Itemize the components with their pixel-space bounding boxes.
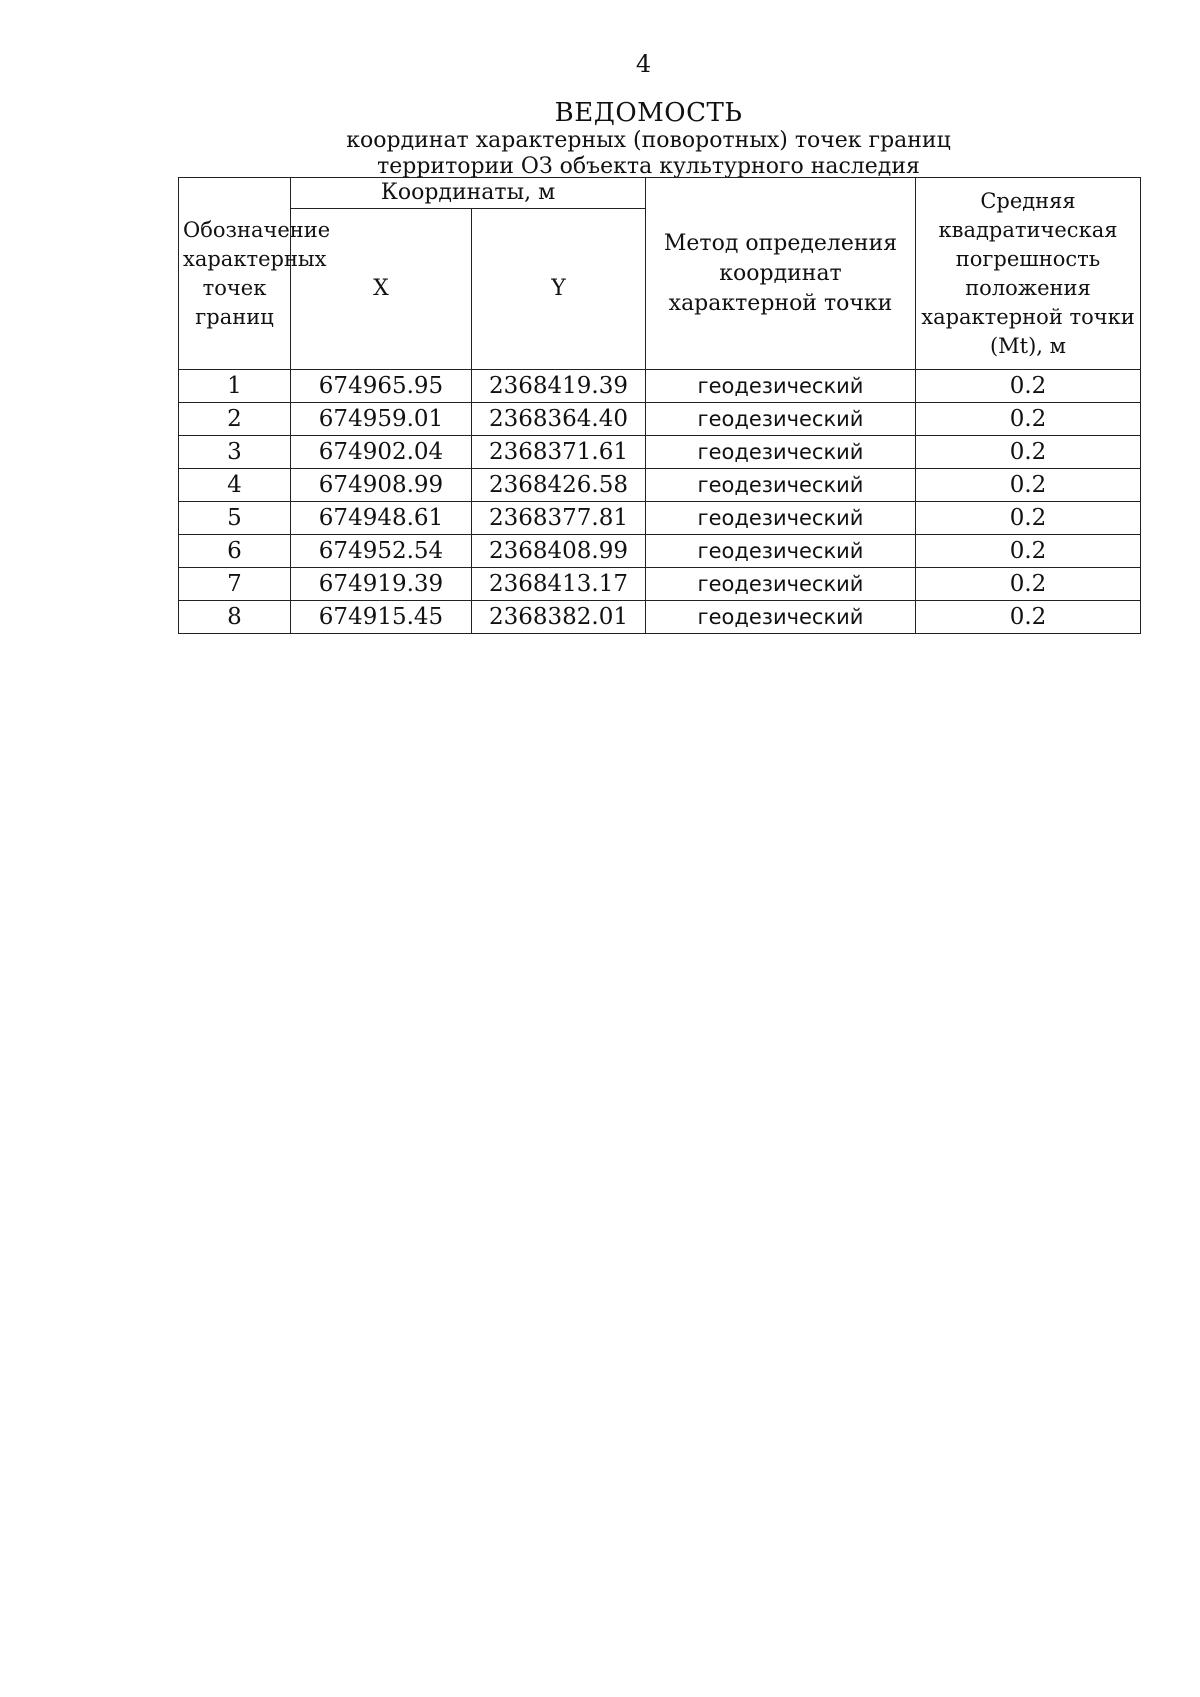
coordinates-table — [178, 177, 1141, 634]
cell-point: 8 — [179, 601, 291, 634]
title-block — [0, 98, 1200, 180]
cell-method: геодезический — [646, 535, 916, 568]
cell-error: 0.2 — [916, 568, 1141, 601]
cell-y: 2368419.39 — [472, 370, 646, 403]
cell-point: 1 — [179, 370, 291, 403]
table-row — [179, 568, 1141, 601]
cell-error: 0.2 — [916, 436, 1141, 469]
cell-y: 2368377.81 — [472, 502, 646, 535]
cell-method: геодезический — [646, 469, 916, 502]
cell-x: 674919.39 — [291, 568, 472, 601]
cell-point: 5 — [179, 502, 291, 535]
cell-error: 0.2 — [916, 469, 1141, 502]
cell-point: 2 — [179, 403, 291, 436]
cell-x: 674908.99 — [291, 469, 472, 502]
cell-x: 674902.04 — [291, 436, 472, 469]
cell-error: 0.2 — [916, 601, 1141, 634]
cell-x: 674959.01 — [291, 403, 472, 436]
cell-y: 2368382.01 — [472, 601, 646, 634]
cell-y: 2368413.17 — [472, 568, 646, 601]
document-subtitle-line2: территории ОЗ объекта культурного наследия — [377, 154, 920, 179]
cell-x: 674948.61 — [291, 502, 472, 535]
table-row — [179, 436, 1141, 469]
cell-point: 6 — [179, 535, 291, 568]
cell-x: 674915.45 — [291, 601, 472, 634]
table-row — [179, 403, 1141, 436]
cell-x: 674952.54 — [291, 535, 472, 568]
header-y: Y — [472, 209, 646, 370]
cell-method: геодезический — [646, 370, 916, 403]
cell-y: 2368408.99 — [472, 535, 646, 568]
table-row — [179, 370, 1141, 403]
cell-method: геодезический — [646, 436, 916, 469]
table-row — [179, 502, 1141, 535]
header-method: Метод определения координат характерной точки — [646, 178, 916, 370]
table-row — [179, 601, 1141, 634]
cell-y: 2368426.58 — [472, 469, 646, 502]
table-body — [179, 370, 1141, 634]
header-error: Средняя квадратическая погрешность положения характерной точки (Mt), м — [916, 178, 1141, 370]
cell-x: 674965.95 — [291, 370, 472, 403]
table-row — [179, 469, 1141, 502]
cell-point: 7 — [179, 568, 291, 601]
cell-error: 0.2 — [916, 403, 1141, 436]
page-number: 4 — [635, 50, 652, 78]
cell-error: 0.2 — [916, 535, 1141, 568]
cell-point: 4 — [179, 469, 291, 502]
header-point-designation: Обозначение характерных точек границ — [179, 178, 291, 370]
header-coordinates: Координаты, м — [291, 178, 646, 209]
cell-method: геодезический — [646, 502, 916, 535]
cell-point: 3 — [179, 436, 291, 469]
cell-method: геодезический — [646, 403, 916, 436]
cell-error: 0.2 — [916, 502, 1141, 535]
document-subtitle-line1: координат характерных (поворотных) точек границ — [346, 128, 951, 153]
header-x: X — [291, 209, 472, 370]
document-title: ВЕДОМОСТЬ — [554, 98, 743, 128]
cell-method: геодезический — [646, 601, 916, 634]
cell-error: 0.2 — [916, 370, 1141, 403]
table-row — [179, 535, 1141, 568]
cell-method: геодезический — [646, 568, 916, 601]
cell-y: 2368371.61 — [472, 436, 646, 469]
cell-y: 2368364.40 — [472, 403, 646, 436]
